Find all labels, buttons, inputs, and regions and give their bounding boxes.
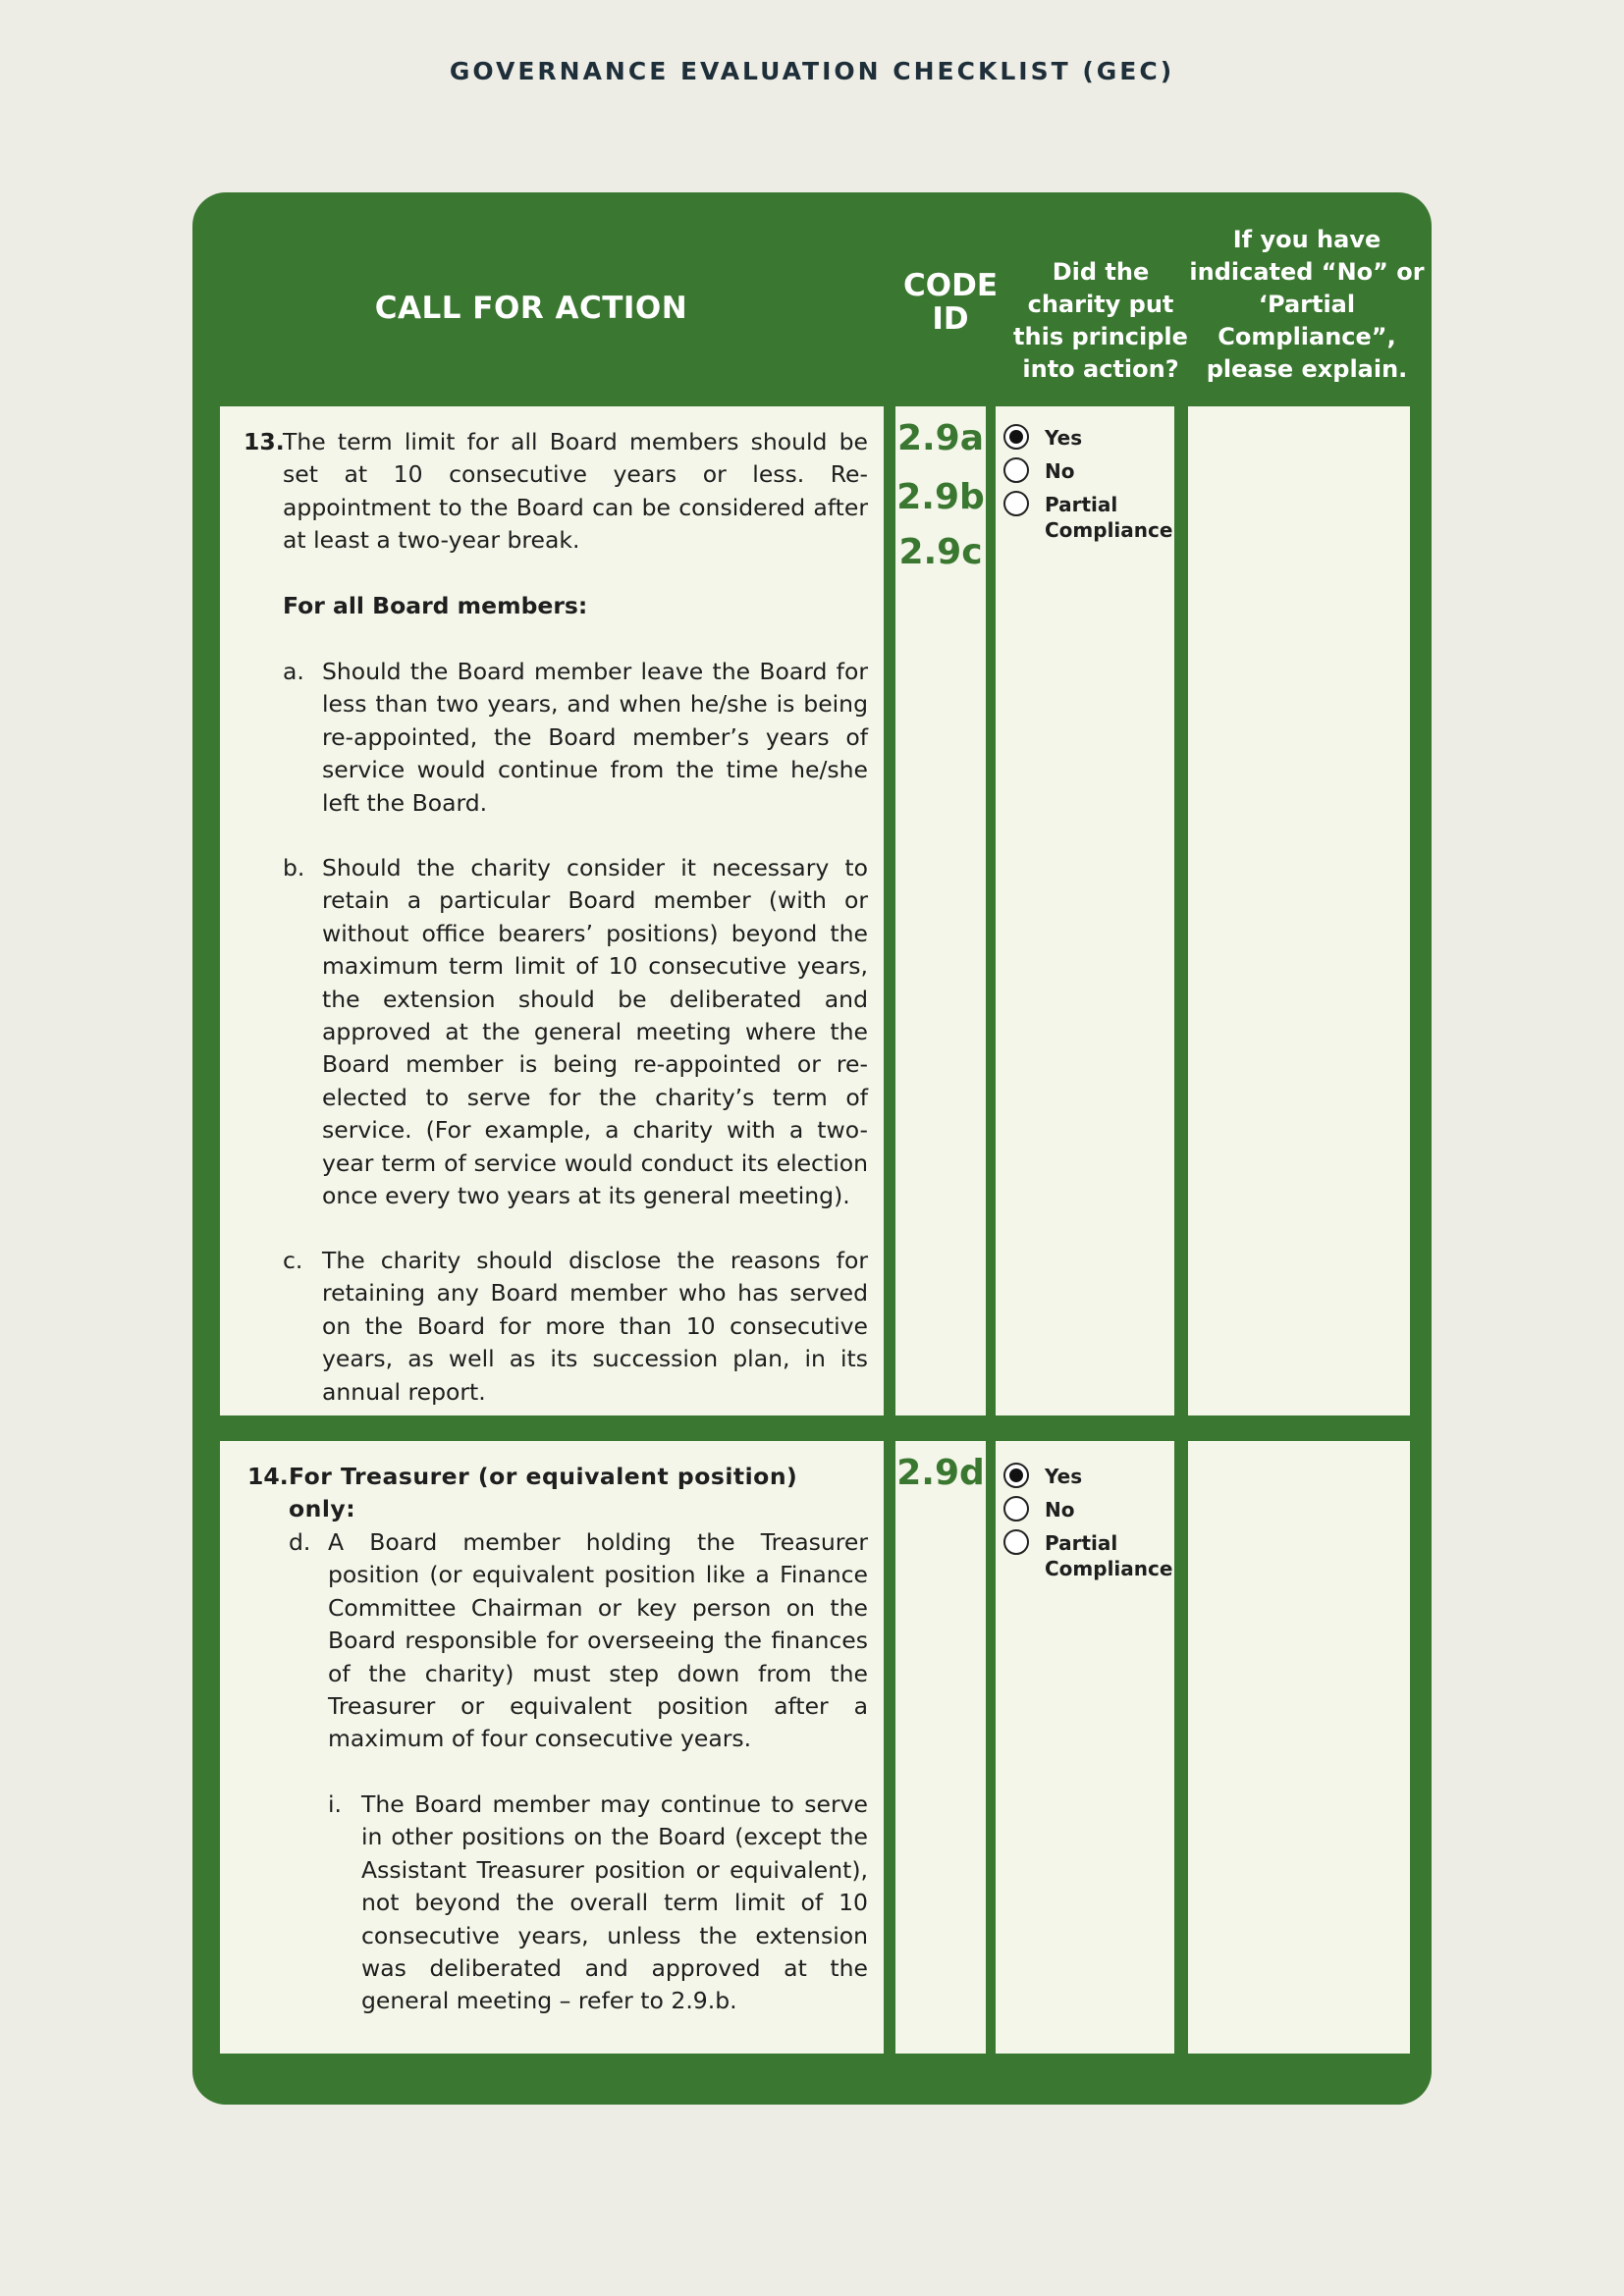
column-header-did-charity: Did the charity put this principle into action? xyxy=(1013,258,1188,383)
option-label-yes: Yes xyxy=(1045,426,1083,450)
item-a-letter: a. xyxy=(283,658,304,685)
row-13-explain-field[interactable] xyxy=(1188,406,1410,1415)
option-label-no: No xyxy=(1045,459,1075,483)
column-header-code-id: CODE ID xyxy=(902,268,998,337)
option-label-partial: Partial Compliance xyxy=(1045,1531,1173,1580)
row-13-compliance-cell xyxy=(996,406,1174,1415)
subitem-i-letter: i. xyxy=(328,1790,342,1818)
row-14-compliance-cell xyxy=(996,1441,1174,2054)
item-b-letter: b. xyxy=(283,854,305,881)
row-14-code-cell xyxy=(895,1441,986,2054)
row-13-subheading: For all Board members: xyxy=(283,592,588,619)
code-id-2-9b: 2.9b xyxy=(896,477,985,517)
column-header-explain: If you have indicated “No” or ‘Partial Compliance”, please explain. xyxy=(1189,226,1425,383)
row-14-heading: For Treasurer (or equivalent position) only: xyxy=(289,1463,798,1523)
row-14-action-cell xyxy=(220,1441,884,2054)
row-13-intro: The term limit for all Board members should be set at 10 consecutive years or less. Re-appointment to the Board can be considered after at least a two-year break. xyxy=(283,428,868,555)
column-header-call-for-action: CALL FOR ACTION xyxy=(374,291,688,326)
radio-selected-icon[interactable] xyxy=(1003,424,1029,450)
option-label-partial: Partial Compliance xyxy=(1045,493,1173,542)
row-13-action-cell xyxy=(220,406,884,1415)
code-id-2-9c: 2.9c xyxy=(898,532,983,572)
option-label-yes: Yes xyxy=(1045,1465,1083,1488)
item-d-text: A Board member holding the Treasurer position (or equivalent position like a Finance Committee Chairman or key person on the Board responsible for overseeing the finances of the charity) must step down from the Treasurer or equivalent position after a maximum of four consecutive years. xyxy=(328,1528,868,1753)
radio-icon[interactable] xyxy=(1003,1529,1029,1555)
radio-selected-icon[interactable] xyxy=(1003,1463,1029,1488)
row-14-number: 14. xyxy=(247,1463,289,1490)
code-id-2-9a: 2.9a xyxy=(896,418,985,458)
item-a-text: Should the Board member leave the Board for less than two years, and when he/she is being re-appointed, the Board member’s years of service would continue from the time he/she left the Board. xyxy=(322,658,868,817)
radio-icon[interactable] xyxy=(1003,491,1029,516)
item-b-text: Should the charity consider it necessary to retain a particular Board member (with or without office bearers’ positions) beyond the maximum term limit of 10 consecutive years, the extension should be deliberated and approved at the general meeting where the Board member is being re-appointed or re-elected to serve for the charity’s term of service. (For example, a charity with a two-year term of service would conduct its election once every two years at its general meeting). xyxy=(322,854,868,1210)
radio-icon[interactable] xyxy=(1003,457,1029,483)
item-c-text: The charity should disclose the reasons for retaining any Board member who has served on the Board for more than 10 consecutive years, as well as its succession plan, in its annual report. xyxy=(322,1247,868,1406)
row-14-explain-field[interactable] xyxy=(1188,1441,1410,2054)
item-c-letter: c. xyxy=(283,1247,303,1274)
code-id-2-9d: 2.9d xyxy=(896,1453,985,1493)
checklist-table xyxy=(192,192,1432,2105)
option-label-no: No xyxy=(1045,1498,1075,1522)
radio-icon[interactable] xyxy=(1003,1496,1029,1522)
row-13-number: 13. xyxy=(244,428,285,455)
page-title: GOVERNANCE EVALUATION CHECKLIST (GEC) xyxy=(449,57,1175,85)
row-13-code-cell xyxy=(895,406,986,1415)
subitem-i-text: The Board member may continue to serve in other positions on the Board (except the Assistant Treasurer position or equivalent), not beyond the overall term limit of 10 consecutive years, unless the extension was deliberated and approved at the general meeting – refer to 2.9.b. xyxy=(361,1790,868,2015)
item-d-letter: d. xyxy=(289,1528,311,1556)
